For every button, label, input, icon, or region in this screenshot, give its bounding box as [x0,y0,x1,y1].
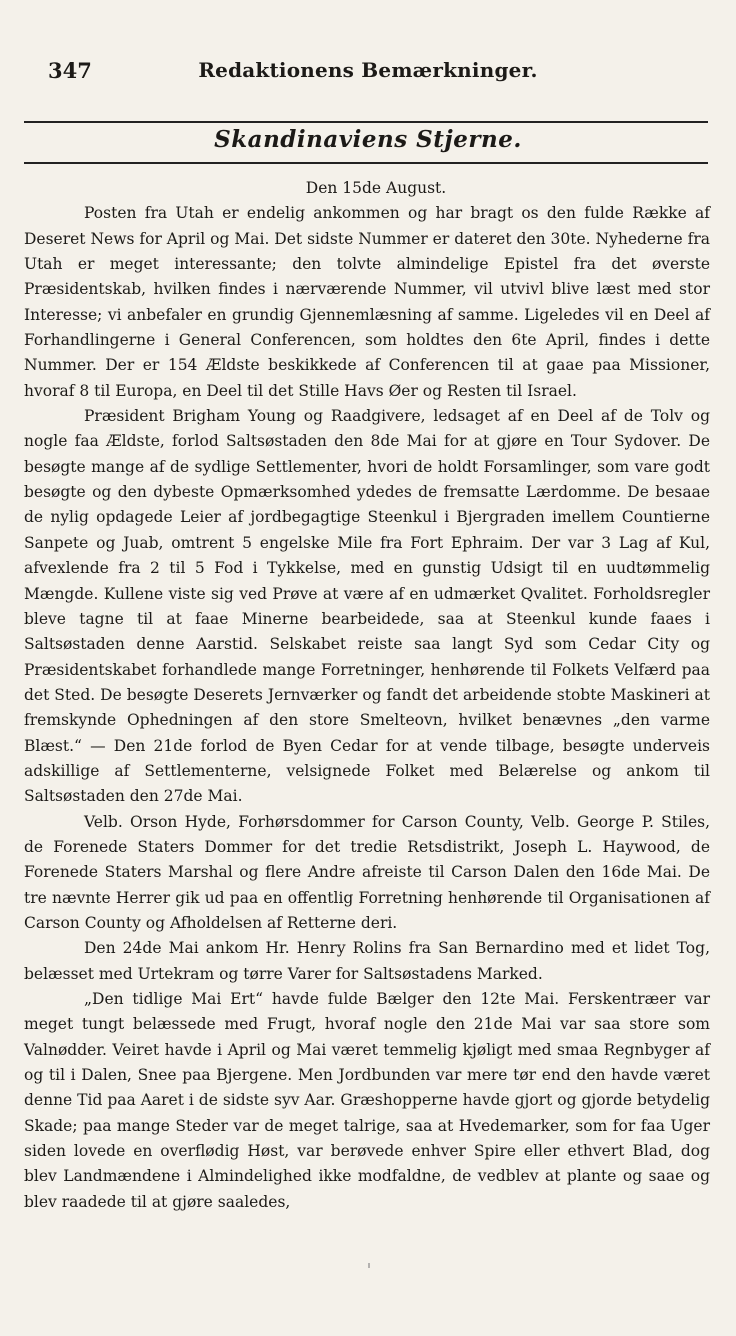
top-rule [24,121,708,123]
article-body [24,176,710,1215]
bottom-rule [24,162,708,164]
paragraph: Velb. Orson Hyde, Forhørsdommer for Carson County, Velb. George P. Stiles, de Forenede Staters Dommer for det tredie Retsdistrikt, Joseph L. Haywood, de Forenede Staters Marshal og flere Andre afreiste til Carson Dalen den 16de Mai. De tre nævnte Herrer gik ud paa en offentlig Forretning henhørende til Organisationen af Carson County og Afholdelsen af Retterne deri. [24,812,710,932]
page-number: 347 [48,58,92,83]
paragraph: „Den tidlige Mai Ert“ havde fulde Bælger den 12te Mai. Ferskentræer var meget tungt belæssede med Frugt, hvoraf nogle den 21de Mai var saa store som Valnødder. Veiret havde i April og Mai været temmelig kjøligt med smaa Regnbyger af og til i Dalen, Snee paa Bjergene. Men Jordbunden var mere tør end den havde været denne Tid paa Aaret i de sidste syv Aar. Græshopperne havde gjort og gjorde betydelig Skade; paa mange Steder var de meget talrige, saa at Hvedemarker, som for faa Uger siden lovede en overflødig Høst, var berøvede enhver Spire eller ethvert Blad, dog blev Landmændene i Almindelighed ikke modfaldne, de vedblev at plante og saae og blev raadede til at gjøre saaledes, [24,990,710,1211]
running-title: Redaktionens Bemærkninger. [198,58,538,82]
section-title: Skandinaviens Stjerne. [214,126,522,153]
print-speck [368,1263,370,1268]
paragraph: Posten fra Utah er endelig ankommen og har bragt os den fulde Række af Deseret News for April og Mai. Det sidste Nummer er dateret den 30te. Nyhederne fra Utah er meget interessante; den tolvte almindelige Epistel fra det øverste Præsidentskab, hvilken findes i nærværende Nummer, vil utvivl blive læst med stor Interesse; vi anbefaler en grundig Gjennemlæsning af samme. Ligeledes vil en Deel af Forhandlingerne i General Conferencen, som holdtes den 6te April, findes i dette Nummer. Der er 154 Ældste beskikkede af Conferencen til at gaae paa Missioner, hvoraf 8 til Europa, en Deel til det Stille Havs Øer og Resten til Israel. [24,204,710,400]
paragraph: Den 24de Mai ankom Hr. Henry Rolins fra San Bernardino med et lidet Tog, belæsset med Urtekram og tørre Varer for Saltsøstadens Marked. [24,939,710,983]
paragraph: Præsident Brigham Young og Raadgivere, ledsaget af en Deel af de Tolv og nogle faa Ældste, forlod Saltsøstaden den 8de Mai for at gjøre en Tour Sydover. De besøgte mange af de sydlige Settlementer, hvori de holdt Forsamlinger, som vare godt besøgte og den dybeste Opmærksomhed ydedes de fremsatte Lærdomme. De besaae de nylig opdagede Leier af jordbegagtige Steenkul i Bjergraden imellem Countierne Sanpete og Juab, omtrent 5 engelske Mile fra Fort Ephraim. Der var 3 Lag af Kul, afvexlende fra 2 til 5 Fod i Tykkelse, med en gunstig Udsigt til en uudtømmelig Mængde. Kullene viste sig ved Prøve at være af en udmærket Qvalitet. Forholdsregler bleve tagne til at faae Minerne bearbeidede, saa at Steenkul kunde faaes i Saltsøstaden denne Aarstid. Selskabet reiste saa langt Syd som Cedar City og Præsidentskabet forhandlede mange Forretninger, henhørende til Folkets Velfærd paa det Sted. De besøgte Deserets Jernværker og fandt det arbeidende stobte Maskineri at fremskynde Ophedningen af den store Smelteovn, hvilket benævnes „den varme Blæst.“ — Den 21de forlod de Byen Cedar for at vende tilbage, besøgte underveis adskillige af Settlementerne, velsignede Folket med Belærelse og ankom til Saltsøstaden den 27de Mai. [24,407,710,806]
dateline: Den 15de August. [305,179,447,197]
running-head [44,58,692,90]
